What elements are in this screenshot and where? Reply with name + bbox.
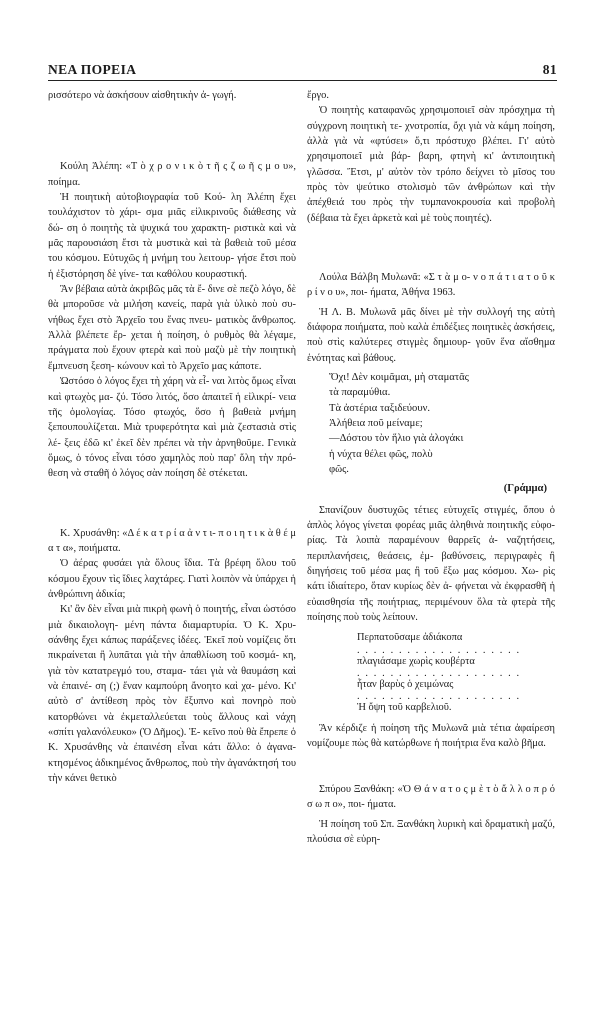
review-paragraph: Ἡ ποιητικὴ αὐτοβιογραφία τοῦ Κού- λη Ἀλέπη ἔχει τουλάχιστον τὸ χάρι- σμα μιᾶς εἰλικρινοῦς διάθεσης νὰ δώ- ση ὁ ποιητὴς τὰ ψυχικά του χαρακτη- ριστικὰ καὶ νὰ μᾶς παρουσιάση ἔτσι τὰ μυστικὰ καὶ τὰ βαθειὰ τοῦ μέσα του κόσμου. Εὐτυχῶς ἡ μνήμη του λειτουρ- γήσε ἔτσι ποὺ ἡ ἐξιστόρηση δὲ γίνε- ται καθόλου κουραστική.	[48, 192, 296, 280]
review-paragraph: Ἡ ποίηση τοῦ Σπ. Ξανθάκη λυρικὴ καὶ δραματικὴ μαζύ, πλούσια σὲ εὑρη-	[307, 818, 555, 845]
poem-line: ἡ νύχτα θέλει φῶς, πολὺ	[329, 448, 433, 460]
review-paragraph: Κι' ἂν δὲν εἶναι μιὰ πικρὴ φωνὴ ὁ ποιητής, εἶναι ὡστόσο μιὰ δικαιολογη- μένη πάντα διαμαρτυρία. Ὁ Κ. Χρυ- σάνθης ἔχει κάπως παράξενες ἰδέες. Ἐκεῖ ποὺ νομίζεις ὅτι πικραίνεται ἢ λυπᾶται γιὰ τὴν ἀπαθλίωση τοῦ κοσμά- κη, γιὰ τὸν κατατρεγμό του, σταμα- τάει γιὰ νὰ θαυμάση καὶ νὰ ἐπαινέ- ση (;) ἕναν καμπούρη ἄνοητο καὶ χα- μένο. Κι' αὐτὸ σ' ἀντίθεση πρὸς τὸν ἔξυπνο καὶ πονηρὸ ποὺ κατορθώνει νὰ ἐκμεταλλεύεται τοὺς ἄλλους καὶ νάχη «σπίτι γαλανόλευκο» (Ὁ Δῆμος). Ἐ- κεῖνο ποὺ θὰ ἔπρεπε ὁ Κ. Χρυσάνθης νὰ ἐπαινέση εἶναι κάτι ἄλλο: ὁ ἀγανα- κτησμένος ἀδικημένος ἄνθρωπος, ποὺ τὴν ἀγανάκτησή του τὴν κάνει θετικὸ	[48, 604, 296, 785]
poem-ellipsis: . . . . . . . . . . . . . . . . . . . .	[357, 690, 521, 702]
review-paragraph: Σπανίζουν δυστυχῶς τέτιες εὐτυχεῖς στιγμές, ὅπου ὁ ἁπλὸς λόγος γίνεται φορέας μιᾶς ἀληθινὰ ποιητικῆς εὐφο- ρίας. Τὰ λοιπὰ παραμένουν θαρρεῖς ἀ- ναζητήσεις, περιπλανήσεις, θεάσεις, ἐμ- βαθύνσεις, περιγραφὲς ἢ διηγήσεις τοῦ μέσα μας ἢ τοῦ ἔξω μας κόσμου. Χω- ρὶς κάτι ἰδιαίτερο, ὅταν κυρίως δὲν ἀ- φήνεται νὰ ἐκφρασθῆ ἡ εὐαισθησία τῆς ποιήτριας, περιμένουν ὅλα τὰ φτερὰ τῆς ποίησης ποὺ τοὺς λείπουν.	[307, 504, 555, 623]
page-header	[48, 56, 557, 81]
poem-line: —Δόστου τὸν ἥλιο γιὰ ἀλογάκι	[329, 433, 464, 445]
journal-title: ΝΕΑ ΠΟΡΕΙΑ	[48, 62, 137, 77]
poem-line: τὰ παραμύθια.	[329, 387, 391, 399]
review-paragraph: Ἡ Λ. Β. Μυλωνᾶ μᾶς δίνει μὲ τὴν συλλογή της αὐτὴ διάφορα ποιήματα, ποὺ καλὰ ἐπιδέξιες ποιητικὲς ἀσκήσεις, ποὺ στὶς καλύτερες στιγμὲς δημιουρ- γοῦν ἕνα αἴσθημα ἑνότητας καὶ βάθους.	[307, 306, 555, 364]
poem-ellipsis: . . . . . . . . . . . . . . . . . . . .	[357, 667, 521, 679]
left-column	[48, 88, 296, 786]
poem-quote	[329, 370, 555, 477]
poem-source: (Γράμμα)	[503, 483, 547, 495]
review-paragraph: Ὁ ἀέρας φυσάει γιὰ ὅλους ἴδια. Τὰ βρέφη ὅλου τοῦ κόσμου ἔχουν τὶς ἴδιες λαχτάρες. Γιατὶ λοιπὸν νὰ ὑπάρχει ἡ ἀνθρώπινη ἀδικία;	[48, 558, 296, 600]
review-heading-mylona: Λούλα Βάλβη Μυλωνᾶ: «Σ τ ὰ μ ο- ν ο π ά τ ι α τ ο ῦ κ ρ ί ν ο υ», ποι- ήματα, Ἀθήνα 1963.	[307, 272, 555, 299]
review-paragraph: Ὁ ποιητὴς καταφανῶς χρησιμοποιεῖ σὰν πρόσχημα τὴ σύγχρονη ποιητικὴ τε- χνοτροπία, ὄχι γιὰ νὰ κάμη ποίηση, ἀλλὰ γιὰ νὰ «φτύσει» ὅ,τι πρόστυχο βλέπει. Γι' αὐτὸ χρησιμοποιεῖ μιὰ βάρ- βαρη, φτηνὴ κι' ἀντιποιητικὴ γλῶσσα. Ἔτσι, μ' αὐτὸν τὸν τρόπο δείχνει τὸ μῖσος του πρὸς τὸν ψεύτικο στολισμὸ τῶν ἀνθρώπων καὶ τὴν ἀπέχθειά του πρὸς τὴν τυμπανοκρουσία καὶ προβολὴ (δέβαια τὰ ἔχει ἀρκετὰ καὶ μὲ τοὺς ποιητές).	[307, 105, 555, 224]
page-number: 81	[542, 62, 557, 77]
poem-line: Ἡ ὄψη τοῦ καρβελιοῦ.	[357, 701, 452, 713]
review-heading-xanthaki: Σπύρου Ξανθάκη: «Ὁ Θ ά ν α τ ο ς μ ὲ τ ὸ ἄ λ λ ο π ρ ό σ ω π ο», ποι- ήματα.	[307, 783, 555, 811]
continued-text: ρισσότερο νὰ ἀσκήσουν αἰσθητικὴν ἀ- γωγή.	[48, 90, 237, 101]
review-heading-chrysanthi: Κ. Χρυσάνθη: «Δ έ κ α τ ρ ί α ἀ ν τ ι- π ο ι η τ ι κ ὰ θ έ μ α τ α», ποιήματα.	[48, 527, 296, 554]
continued-text: ἔργο.	[307, 90, 329, 101]
review-heading-alepi: Κούλη Ἀλέπη: «Τ ὸ χ ρ ο ν ι κ ὸ τ ῆ ς ζ ω ῆ ς μ ο υ», ποίημα.	[48, 161, 296, 188]
poem-line: Ἀλήθεια ποῦ μείναμε;	[329, 418, 423, 430]
review-paragraph: Ἂν βέβαια αὐτὰ ἀκριβῶς μᾶς τὰ ἔ- δινε σὲ πεζὸ λόγο, δὲ θὰ μποροῦσε νὰ μιλήση κανείς, παρὰ γιὰ ὑλικὸ ποὺ συ- νήθως ἔχει στὸ Ἀρχεῖο του ἕνας πνευ- ματικὸς ἄνθρωπος. Ἀλλὰ βλέπετε ἔρ- χεται ἡ ποίηση, ὁ ρυθμὸς θὰ λέγαμε, πράγματα ποὺ ἔχουν φτερὰ καὶ ποὺ μαζὺ μὲ τὴν ποιητικὴ ἔμπνευση ξεση- κώνουν καὶ τὸ Ἀρχεῖο μας κάποτε.	[48, 284, 296, 372]
poem-line: φῶς.	[329, 463, 349, 475]
poem-line: πλαγιάσαμε χωρὶς κουβέρτα	[357, 655, 475, 667]
poem-quote-2	[357, 631, 555, 715]
poem-ellipsis: . . . . . . . . . . . . . . . . . . . .	[357, 644, 521, 656]
review-paragraph: Ἂν κέρδιζε ἡ ποίηση τῆς Μυλωνᾶ μιὰ τέτια ἀφαίρεση νομίζουμε πὼς θὰ κατώρθωνε ἡ ποιήτρια ἕνα καλὸ βῆμα.	[307, 723, 555, 750]
poem-line: ἦταν βαρὺς ὁ χειμώνας	[357, 678, 454, 690]
poem-line: Τὰ ἀστέρια ταξιδεύουν.	[329, 402, 431, 414]
review-paragraph: Ὡστόσο ὁ λόγος ἔχει τὴ χάρη νὰ εἶ- ναι λιτὸς ὅμως εἶναι καὶ φτωχὸς μα- ζύ. Τόσο λιτός, ὅσο ἀπαιτεῖ ἡ εἰλικρί- νεια τῆς ὁμολογίας. Τόσο φτωχός, ὅσο ἡ βαθειὰ μνήμη ξεπουπουλίζεται. Μιὰ τρυφερότητα καὶ μιὰ ζεστασιὰ στὶς λέ- ξεις ἐδῶ κι' ἐκεῖ δὲν πρέπει νὰ τὴν ἀρνηθοῦμε. Γενικὰ ὅμως, ὁ τόνος εἶναι τόσο χαμηλὸς ποὺ παρ' ὅλη τὴν πρό- θεση νὰ σταθῆ ὁ λόγος σὰν ποίηση δὲ στέκεται.	[48, 376, 296, 480]
poem-line: Περπατοῦσαμε ἀδιάκοπα	[357, 632, 463, 644]
poem-line: Ὄχι! Δὲν κοιμᾶμαι, μὴ σταματᾶς	[329, 372, 469, 384]
right-column	[307, 88, 555, 847]
